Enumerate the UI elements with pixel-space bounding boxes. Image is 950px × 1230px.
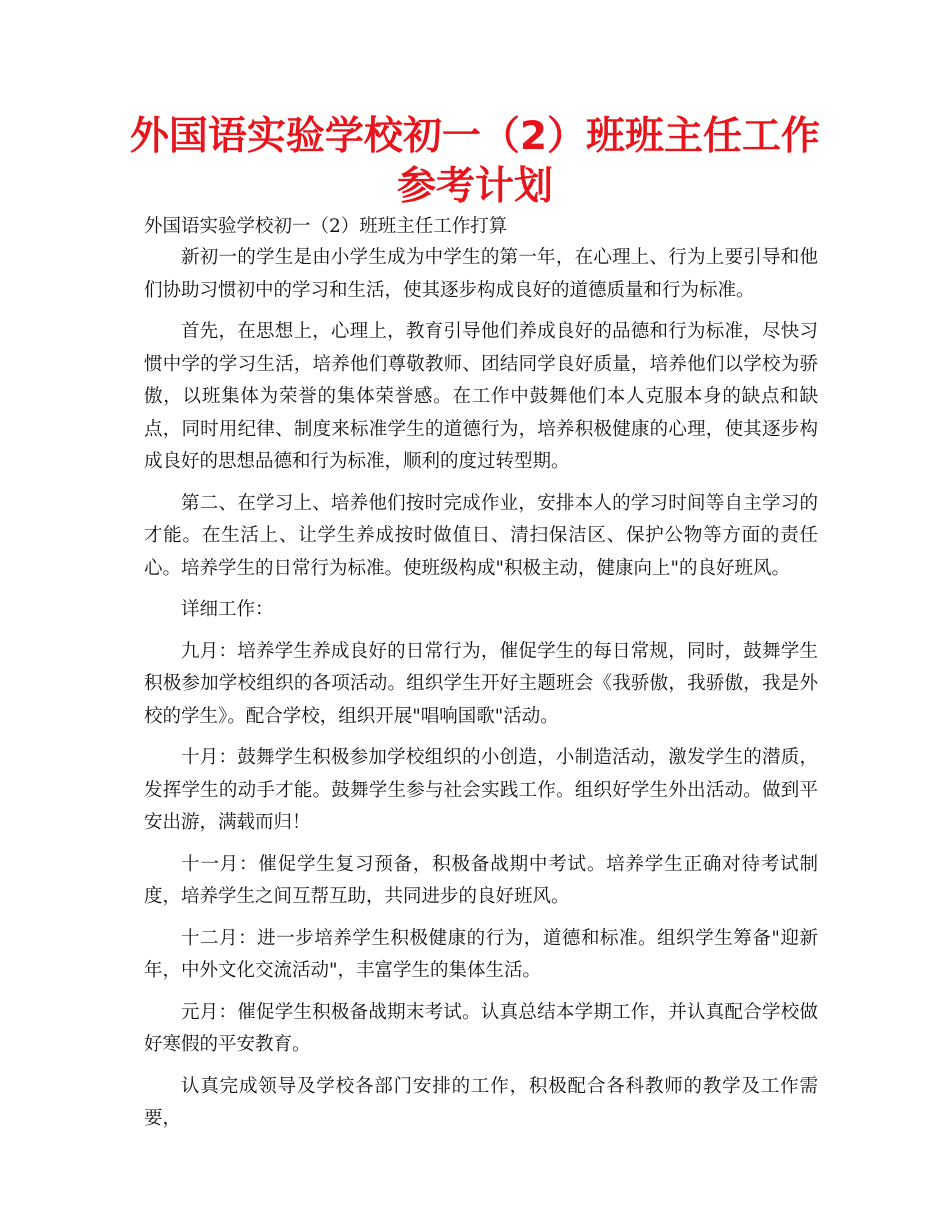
paragraph-december: 十二月：进一步培养学生积极健康的行为，道德和标准。组织学生筹备"迎新年，中外文化交流活动"，丰富学生的集体生活。 (144, 927, 818, 981)
paragraph-january: 元月：催促学生积极备战期末考试。认真总结本学期工作，并认真配合学校做好寒假的平安教育。 (144, 1001, 818, 1055)
paragraph-october: 十月：鼓舞学生积极参加学校组织的小创造，小制造活动，激发学生的潜质，发挥学生的动手才能。鼓舞学生参与社会实践工作。组织好学生外出活动。做到平安出游，满载而归！ (144, 747, 818, 833)
document-subtitle: 外国语实验学校初一（2）班班主任工作打算 (144, 216, 508, 237)
paragraph-intro: 新初一的学生是由小学生成为中学生的第一年，在心理上、行为上要引导和他们协助习惯初中的学习和生活，使其逐步构成良好的道德质量和行为标准。 (144, 247, 818, 301)
page-title: 外国语实验学校初一（2）班班主任工作参考计划 (129, 114, 821, 209)
paragraph-closing: 认真完成领导及学校各部门安排的工作，积极配合各科教师的教学及工作需要， (144, 1075, 818, 1129)
document-body (144, 212, 818, 1145)
paragraph-first: 首先，在思想上，心理上，教育引导他们养成良好的品德和行为标准，尽快习惯中学的学习生活，培养他们尊敬教师、团结同学良好质量，培养他们以学校为骄傲，以班集体为荣誉的集体荣誉感。在工作中鼓舞他们本人克服本身的缺点和缺点，同时用纪律、制度来标准学生的道德行为，培养积极健康的心理，使其逐步构成良好的思想品德和行为标准，顺利的度过转型期。 (144, 321, 818, 472)
paragraph-second: 第二、在学习上、培养他们按时完成作业，安排本人的学习时间等自主学习的才能。在生活上、让学生养成按时做值日、清扫保洁区、保护公物等方面的责任心。培养学生的日常行为标准。使班级构成"积极主动，健康向上"的良好班风。 (144, 492, 818, 579)
paragraph-november: 十一月：催促学生复习预备，积极备战期中考试。培养学生正确对待考试制度，培养学生之间互帮互助，共同进步的良好班风。 (144, 853, 818, 907)
paragraph-september: 九月：培养学生养成良好的日常行为，催促学生的每日常规，同时，鼓舞学生积极参加学校组织的各项活动。组织学生开好主题班会《我骄傲，我骄傲，我是外校的学生》。配合学校，组织开展"唱响国歌"活动。 (144, 640, 818, 727)
paragraph-details-heading: 详细工作： (181, 599, 274, 620)
